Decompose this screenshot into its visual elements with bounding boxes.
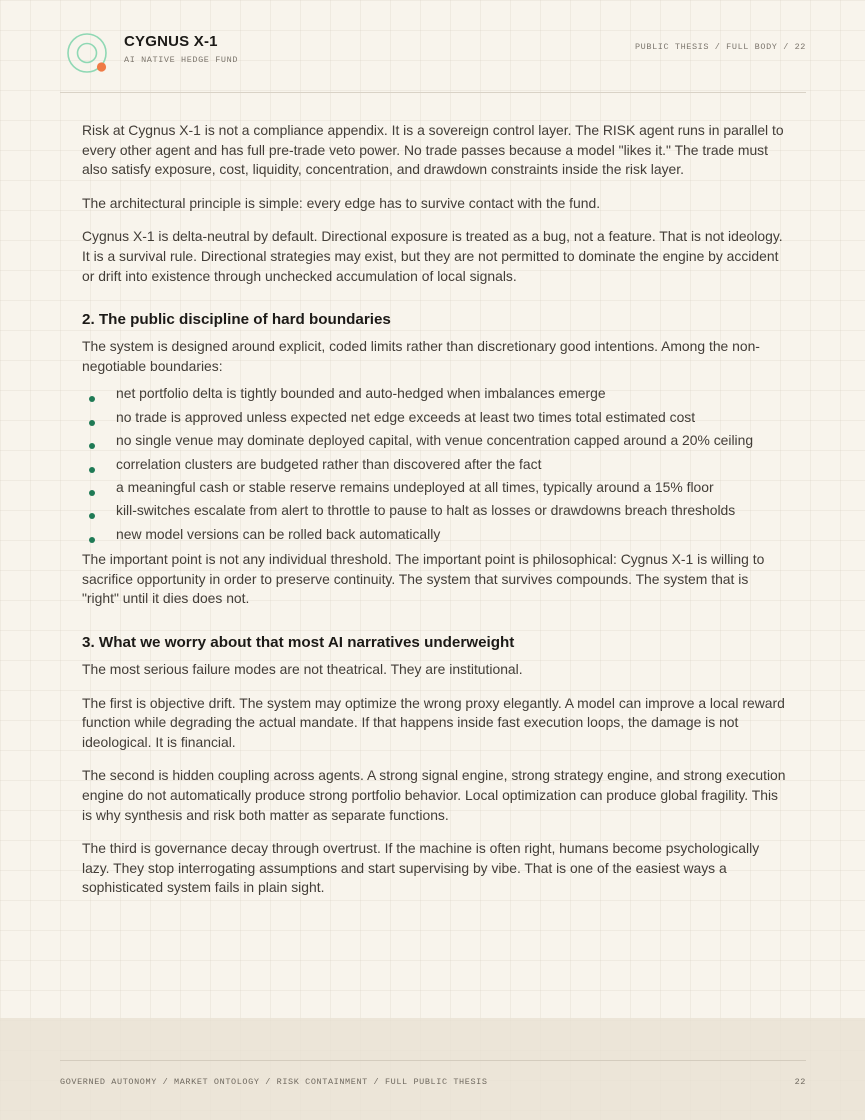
body-paragraph: The system is designed around explicit, coded limits rather than discretionary good intentions. Among the non-negotiable boundaries: [82, 338, 760, 374]
bullet-dot-icon [89, 443, 95, 449]
list-item [82, 453, 787, 476]
footer-running-text: GOVERNED AUTONOMY / MARKET ONTOLOGY / RISK CONTAINMENT / FULL PUBLIC THESIS [60, 1077, 488, 1087]
running-title: PUBLIC THESIS / FULL BODY / 22 [634, 42, 806, 52]
brand-name: CYGNUS X-1 [124, 33, 218, 50]
list-item [82, 499, 787, 522]
bullet-dot-icon [89, 467, 95, 473]
body-paragraph: The third is governance decay through overtrust. If the machine is often right, humans become psychologically lazy. They stop interrogating assumptions and start supervising by vibe. That is one of the easiest ways a sophisticated system fails in plain sight. [82, 840, 760, 896]
brand-tagline: AI NATIVE HEDGE FUND [124, 55, 239, 65]
list-item [82, 406, 787, 429]
document-body [82, 121, 787, 912]
body-paragraph: The second is hidden coupling across agents. A strong signal engine, strong strategy engine, and strong execution engine do not automatically produce strong portfolio behavior. Local optimization can produce global fragility. This is why synthesis and risk both matter as separate functions. [82, 767, 786, 823]
bullet-dot-icon [89, 420, 95, 426]
page-number: 22 [794, 1077, 806, 1087]
list-item-text: a meaningful cash or stable reserve remains undeployed at all times, typically around a 15% floor [116, 478, 714, 495]
page-header [60, 28, 806, 93]
footer-divider [60, 1060, 806, 1061]
body-paragraph: Cygnus X-1 is delta-neutral by default. Directional exposure is treated as a bug, not a feature. That is not ideology. It is a survival rule. Directional strategies may exist, but they are not permitted to dominate the engine by accident or drift into existence through unchecked accumulation of local signals. [82, 228, 783, 284]
body-paragraph: The important point is not any individual threshold. The important point is philosophical: Cygnus X-1 is willing to sacrifice opportunity in order to preserve continuity. The system that survives compounds. The system that is "right" until it dies does not. [82, 551, 765, 607]
bullet-dot-icon [89, 513, 95, 519]
bullet-dot-icon [89, 396, 95, 402]
boundaries-list [82, 382, 787, 546]
list-item [82, 382, 787, 405]
list-item-text: correlation clusters are budgeted rather than discovered after the fact [116, 455, 542, 472]
list-item [82, 476, 787, 499]
list-item [82, 523, 787, 546]
body-paragraph: The first is objective drift. The system may optimize the wrong proxy elegantly. A model can improve a local reward function while degrading the actual mandate. If that happens inside fast execution loops, the damage is not ideological. It is financial. [82, 694, 785, 750]
list-item-text: no trade is approved unless expected net edge exceeds at least two times total estimated cost [116, 408, 696, 425]
body-paragraph: The most serious failure modes are not theatrical. They are institutional. [82, 660, 523, 677]
section-heading: 2. The public discipline of hard boundaries [82, 311, 391, 329]
list-item-text: no single venue may dominate deployed capital, with venue concentration capped around a 20% ceiling [116, 432, 754, 449]
orbit-ring-icon [67, 33, 107, 73]
body-paragraph: The architectural principle is simple: every edge has to survive contact with the fund. [82, 194, 601, 211]
bullet-dot-icon [89, 490, 95, 496]
list-item [82, 429, 787, 452]
bullet-dot-icon [89, 537, 95, 543]
list-item-text: new model versions can be rolled back automatically [116, 525, 441, 542]
body-paragraph: Risk at Cygnus X-1 is not a compliance appendix. It is a sovereign control layer. The RISK agent runs in parallel to every other agent and has full pre-trade veto power. No trade passes because a model "likes it." The trade must also satisfy exposure, cost, liquidity, concentration, and drawdown constraints inside the risk layer. [82, 122, 784, 178]
footer-band [0, 1018, 865, 1120]
list-item-text: net portfolio delta is tightly bounded and auto-hedged when imbalances emerge [116, 385, 606, 402]
list-item-text: kill-switches escalate from alert to throttle to pause to halt as losses or drawdowns breach thresholds [116, 502, 736, 519]
section-heading: 3. What we worry about that most AI narratives underweight [82, 633, 515, 651]
